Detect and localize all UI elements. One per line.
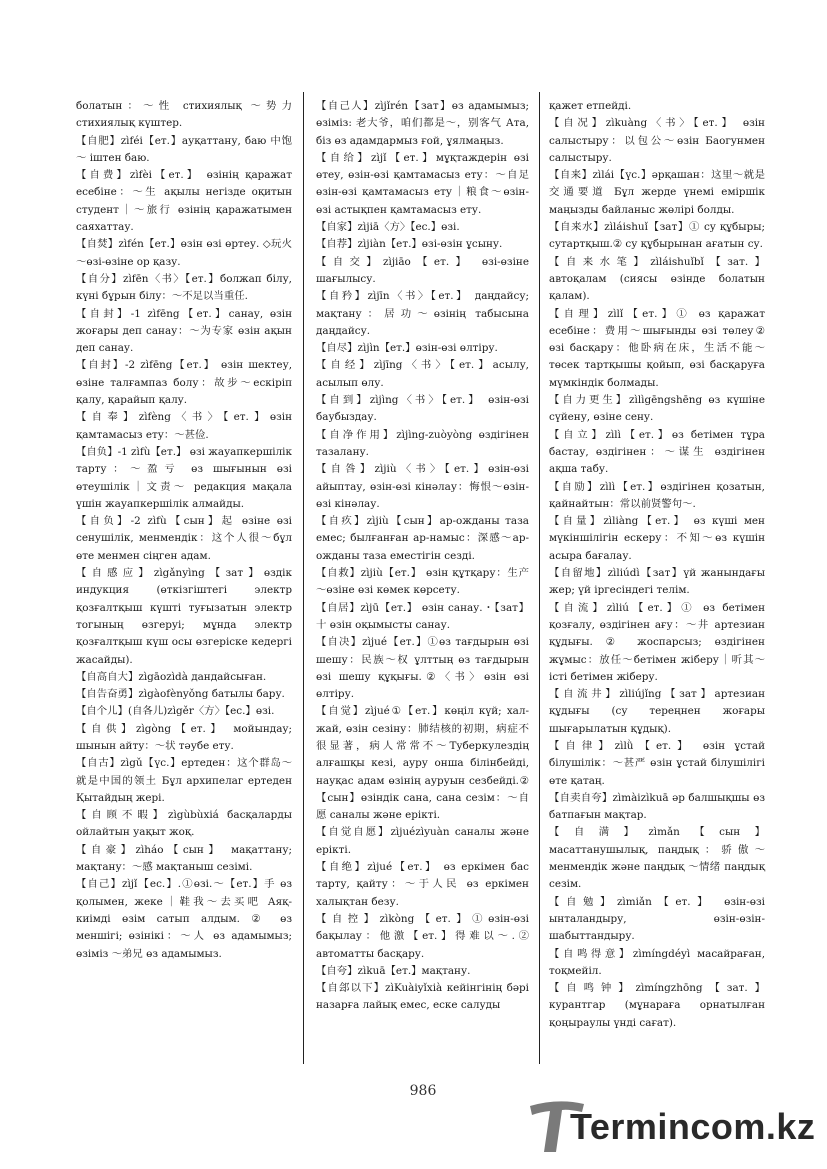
entry: 【自来】zìlái【үс.】әрқашан：这里～就是交通要道 Бұл жерде үнемі еміршік маңызды байланыс жөлірі болды. (549, 169, 765, 216)
entry: 【自鸣得意】zìmíngdéyì масайраған, тоқмейіл. (549, 947, 765, 977)
logo-text: Termincom.kz (570, 1106, 816, 1147)
entry: 【自量】zìliàng【ет.】 өз күші мен мүкіншілігін ескеру：不知～өз күшін асыра бағалау. (549, 515, 765, 562)
entry: 【自到】zìjìng〈书〉【ет.】 өзін-өзі баубыздау. (316, 394, 529, 424)
entry: 【自顾不暇】zìgùbùxiá басқаларды ойлайтын уақыт жоқ. (76, 809, 292, 839)
entry: 【自满】zìmǎn【сын】 масаттанушылық, паңдық：骄傲～менмендік және паңдық ～情绪 паңдық сезім. (549, 826, 765, 891)
entry: 【自绝】zìjué【ет.】 өз еркімен бас тарту, қайту：～于人民 өз еркімен халықтан безу. (316, 861, 529, 908)
entry: 【自告奋勇】zìgàofènyǒng батылы бару. (76, 688, 285, 701)
entry: 【自鸣钟】zìmíngzhōng【зат.】 курантгар (мұнараға орнатылған қоңыраулы үнді сағат). (549, 982, 765, 1029)
entry: 【自古】zìgǔ【үс.】ертеден：这个群岛～就是中国的领土 Бұл архипелаг ертеден Қытайдың жері. (76, 757, 292, 804)
entry: 【自供】zìgòng【ет.】 мойындау; шынын айту：～状 тәубе ету. (76, 722, 292, 752)
termincom-logo (524, 1098, 816, 1156)
entry: 【自居】zìjū【ет.】 өзін санау.・【зат】十 өзін оқымысты санау. (316, 601, 529, 631)
entry: 【自力更生】zìlìgēngshēng өз күшіне сүйену, өзіне сену. (549, 394, 765, 424)
entry: 【自救】zìjiù【ет.】 өзін құтқару：生产～өзіне өзі көмек көрсету. (316, 567, 529, 597)
dictionary-column-3 (549, 98, 765, 1032)
entry: 【自净作用】zìjìng-zuòyòng өздігінен тазалану. (316, 428, 529, 458)
entry: 【自己】zìjǐ【ес.】.①өзі.～【ет.】手 өз қолымен, жеке｜鞋我～去买吧 Аяқ-киімді өзім сатып алдым. ② өз меншігі; өзінікі：～人 өз адамымыз; өзіміз ～弟兄 өз адамымыз. (76, 878, 292, 960)
entry: 【自况】zìkuàng〈书〉【ет.】 өзін салыстыру：以包公～өзін Баогунмен салыстыру. (549, 117, 765, 164)
entry: 【自己人】zìjǐrén【зат】өз адамымыз; өзіміз: 老大爷，咱们都是～，别客气 Ата, біз өз адамдармыз ғой, ұялмаңыз. (316, 100, 529, 147)
entry: 【自负】-1 zìfù【ет.】 өзі жауапкершілік тарту：～盈亏 өз шығынын өзі өтеушілік｜文责～ редакция мақала үшін жауапкершілік алмайды. (76, 445, 292, 510)
entry: 【自流井】zìliújǐng【зат】артезиан құдығы (су тереңнен жоғары шығарылатын құдық). (549, 688, 765, 735)
entry: 【自控】zìkòng【ет.】①өзін-өзі бақылау：他激【ет.】得难以～.② автоматты басқару. (316, 912, 529, 960)
entry: болатын：～性 стихиялық ～势力 стихиялық күштер. (76, 100, 292, 130)
entry: 【自觉自愿】zìjuézìyuàn саналы және ерікті. (316, 826, 529, 856)
entry: 【自肥】zìféi【ет.】ауқаттану, баю 中饱～ іштен баю. (76, 134, 292, 164)
entry: 【自流】zìliú【ет.】① өз бетімен қозғалу, өздігінен ағу：～井 артезиан құдығы. ② жоспарсыз; өздігінен жұмыс：放任～бетімен жіберу｜听其～істі бетімен жіберу. (549, 601, 765, 683)
entry: 【自疚】zìjiù【сын】ар-ожданы таза емес; былғанған ар-намыс：深感～ар-ожданы таза еместігін сезді. (316, 515, 529, 562)
entry: 【自觉】zìjué①【ет.】көңіл күй; хал-жай, өзін сезіну：肺结核的初期，病症不很显著，病人常常不～Туберкулездің алғашқы кезі, ауру онша білінбейді, науқас адам өзінің ауруын сезбейді.②【сын】өзіндік сана, сана сезім：～自愿 саналы және ерікті. (316, 705, 529, 822)
entry: 【自感应】zìgǎnyìng【зат】өздік индукция (өткізгіштегі электр қозғалтқыш күшті туғызатын электр тогының өзгеруі; мұнда электр қозғалтқыш күш осы өзгеріске кедергі жасайды). (76, 567, 292, 666)
entry: 【自费】zìfèi【ет.】 өзінің қаражат есебіне：～生 ақылы негізде оқитын студент｜～旅行 өзінің қаражатымен саяхаттау. (76, 169, 292, 234)
column-divider (303, 92, 304, 1064)
entry: 【自高自大】zìgāozìdà дандайсыған. (76, 670, 267, 683)
entry: 【自来水笔】zìláishuǐbǐ【зат.】 автоқалам (сиясы өзінде болатын қалам). (549, 255, 765, 303)
entry: 【自勉】zìmiǎn【ет.】 өзін-өзі ынталандыру, өзін-өзін-шабыттандыру. (549, 895, 765, 943)
entry: 【自焚】zìfén【ет.】өзін өзі өртеу. ◇玩火～өзі-өзіне ор қазу. (76, 238, 292, 268)
entry: 【自分】zìfēn〈书〉【ет.】болжап білу, күні бұрын білу：～不足以当重任. (76, 272, 292, 303)
dictionary-column-2 (316, 98, 529, 1015)
entry: 【自封】-2 zìfēng【ет.】 өзін шектеу, өзіне талғампаз болу：故步～ескіріп қалу, қарайып қалу. (76, 359, 292, 407)
entry: 【自律】zìlǜ【ет.】 өзін ұстай білушілік：～甚严 өзін ұстай білушілігі өте қатаң. (549, 739, 765, 787)
entry: 【自负】-2 zìfù【сын】起 өзіне өзі сенушілік, менмендік：这个人很～бұл өте менмен сіңген адам. (76, 515, 292, 562)
entry: 【自郐以下】zìKuàiyǐxià кейінгінің бәрі назарға лайық емес, еске салуды (316, 982, 529, 1012)
entry: 【自决】zìjué【ет.】①өз тағдырын өзі шешу：民族～权 ұлттың өз тағдырын өзі шешу құқығы.②〈书〉өзін өзі өлтіру. (316, 636, 529, 701)
entry: 【自豪】zìháo【сын】 мақаттану; мақтану：～感 мақтаныш сезімі. (76, 843, 292, 874)
entry: 【自矜】zìjīn〈书〉【ет.】 даңдайсу; мақтану：居功～өзінің табысына даңдайсу. (316, 290, 529, 337)
entry: 【自个儿】(自各儿)zìgěr〈方〉【ес.】өзі. (76, 705, 275, 718)
entry: 【自经】zìjīng〈书〉【ет.】асылу, асылып өлу. (316, 359, 529, 389)
entry: 【自留地】zìliúdì【зат】үй жанындағы жер; үй іргесіндегі телім. (549, 567, 765, 597)
entry: 【自荐】zìjiàn【ет.】өзі-өзін ұсыну. (316, 238, 503, 251)
entry: 【自封】-1 zìfēng【ет.】санау, өзін жоғары деп санау：～为专家 өзін ақын деп санау. (76, 307, 292, 355)
entry: 【自奉】zìfèng〈书〉【ет.】өзін қамтамасыз ету：～甚俭. (76, 411, 292, 441)
entry: 【自卖自夸】zìmàizìkuā әр балшықшы өз батпағын мақтар. (549, 791, 765, 822)
entry: 【自交】zìjiāo【ет.】 өзі-өзіне шағылысу. (316, 255, 529, 285)
entry: 【自咎】zìjiù〈书〉【ет.】өзін-өзі айыптау, өзін-өзі кінәлау：悔恨～өзін-өзі кінәлау. (316, 463, 529, 510)
column-divider (539, 92, 540, 1064)
entry: 【自给】zìjǐ【ет.】мұқтаждерін өзі өтеу, өзін-өзі қамтамасыз ету：～自足 өзін-өзі қамтамасыз ету｜粮食～өзін-өзі астықпен қамтамасыз ету. (316, 151, 529, 216)
entry: 【自家】zìjiā〈方〉【ес.】өзі. (316, 221, 460, 234)
entry: қажет етпейді. (549, 100, 632, 112)
page-number: 986 (409, 1083, 437, 1099)
entry: 【自尽】zìjìn【ет.】өзін-өзі өлтіру. (316, 342, 498, 355)
entry: 【自理】zìlǐ【ет.】① өз қаражат есебіне：费用～шығынды өзі төлеу② өзі басқару：他卧病在床，生活不能～төсек тартқышы қойып, өзі басқаруға мүмкіндік болмады. (549, 307, 765, 389)
entry: 【自立】zìlì【ет.】өз бетімен тұра бастау, өздігінен：～谋生 өздігінен ақша табу. (549, 428, 765, 476)
dictionary-column-1 (76, 98, 292, 963)
entry: 【自励】zìlì【ет.】өздігінен қозатын, қайнайтын：常以前贤警句～. (549, 480, 765, 510)
entry: 【自夸】zìkuā【ет.】мақтану. (316, 964, 471, 977)
entry: 【自来水】zìláishuǐ【зат】① су құбыры; сутартқыш.② су құбырынан ағатын су. (549, 221, 765, 251)
